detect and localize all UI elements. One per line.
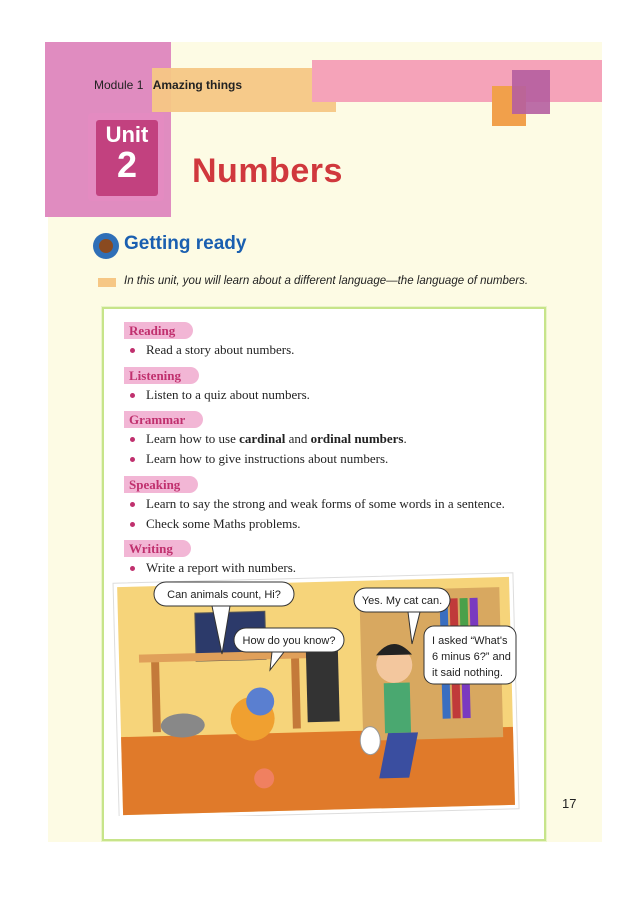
section-reading [124, 322, 294, 360]
intro-text: In this unit, you will learn about a different language—the language of numbers. [124, 275, 529, 287]
section-grammar [124, 411, 407, 469]
page-number: 17 [562, 796, 577, 811]
speech-bubble-1: Can animals count, Hi? [167, 589, 281, 601]
module-header [94, 78, 242, 92]
list-item: Read a story about numbers. [124, 340, 294, 360]
getting-ready-heading: Getting ready [124, 233, 247, 254]
page-title: Numbers [192, 152, 343, 190]
section-speaking [124, 476, 505, 534]
module-name: Amazing things [152, 78, 243, 92]
unit-badge [96, 120, 158, 196]
list-item: Listen to a quiz about numbers. [124, 385, 310, 405]
comic-illustration [112, 572, 520, 816]
list-item: Check some Maths problems. [124, 514, 505, 534]
section-tag: Listening [124, 367, 199, 384]
section-tag: Grammar [124, 411, 203, 428]
section-tag: Reading [124, 322, 193, 339]
unit-number: 2 [116, 144, 138, 185]
section-tag: Writing [124, 540, 191, 557]
computer-tower-icon [306, 641, 340, 722]
getting-ready-icon [93, 233, 119, 259]
cat-icon [360, 726, 381, 755]
module-label: Module 1 [94, 78, 144, 92]
list-item: Write a report with numbers. [124, 558, 296, 578]
decor-band-pink-right [312, 60, 602, 102]
speech-bubble-2: Yes. My cat can. [361, 595, 443, 607]
intro-marker [98, 278, 116, 287]
speech-bubble-4-line-1: I asked “What's [432, 635, 508, 647]
unit-label: Unit [105, 122, 149, 147]
speech-bubble-4-line-2: 6 minus 6?” and [432, 651, 511, 663]
list-item: Learn how to use cardinal and ordinal numbers. [124, 429, 407, 449]
list-item: Learn to say the strong and weak forms of some words in a sentence. [124, 494, 505, 514]
decor-square-purple [512, 70, 550, 114]
speech-bubble-3: How do you know? [242, 635, 336, 647]
section-tag: Speaking [124, 476, 198, 493]
section-listening [124, 367, 310, 405]
speech-bubble-4-line-3: it said nothing. [432, 667, 503, 679]
list-item: Learn how to give instructions about numbers. [124, 449, 407, 469]
